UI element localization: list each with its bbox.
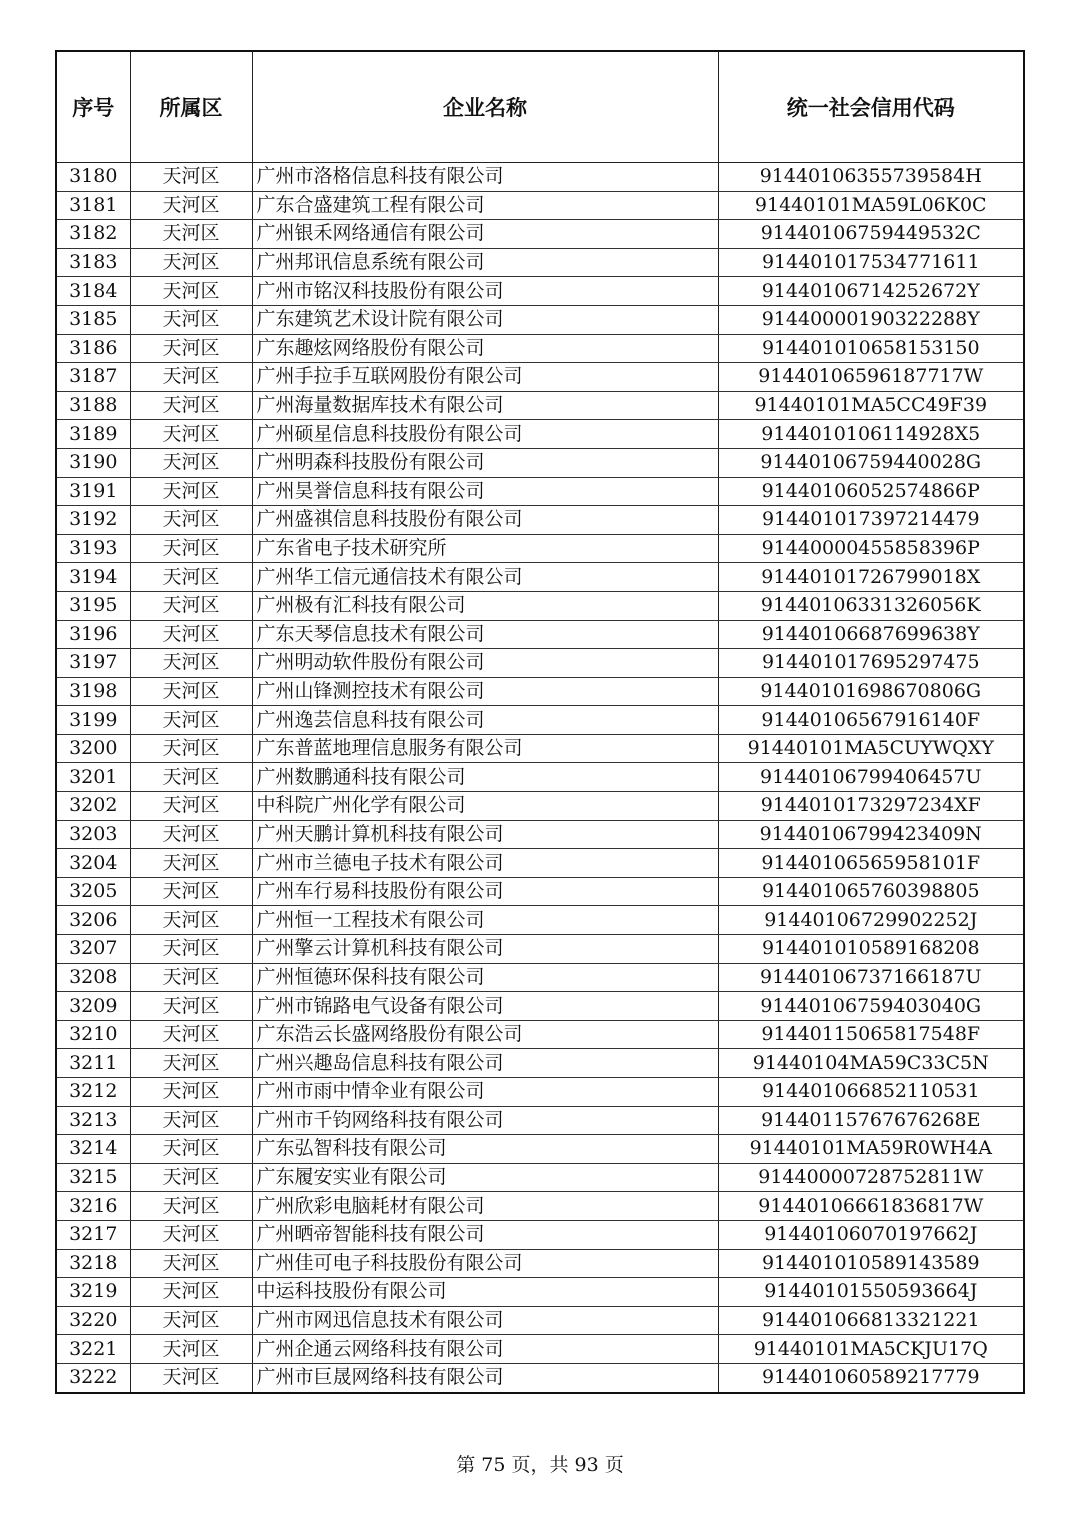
table-row	[56, 1020, 1024, 1049]
row-seq-cell: 3202	[56, 792, 130, 821]
row-company-cell: 广州佳可电子科技股份有限公司	[252, 1249, 718, 1278]
row-seq-cell: 3192	[56, 506, 130, 535]
header-district: 所属区	[130, 51, 252, 163]
table-row	[56, 248, 1024, 277]
row-district-cell: 天河区	[130, 363, 252, 392]
row-district-cell: 天河区	[130, 220, 252, 249]
row-company-cell: 广州山锋测控技术有限公司	[252, 677, 718, 706]
row-company-cell: 广东履安实业有限公司	[252, 1163, 718, 1192]
row-seq-cell: 3181	[56, 191, 130, 220]
row-company-cell: 广州天鹏计算机科技有限公司	[252, 820, 718, 849]
row-company-cell: 广州明动软件股份有限公司	[252, 649, 718, 678]
row-credit-code-cell: 91440101726799018X	[718, 563, 1024, 592]
row-seq-cell: 3190	[56, 448, 130, 477]
row-company-cell: 广东合盛建筑工程有限公司	[252, 191, 718, 220]
table-row	[56, 706, 1024, 735]
table-row	[56, 1192, 1024, 1221]
row-district-cell: 天河区	[130, 506, 252, 535]
table-row	[56, 477, 1024, 506]
header-credit-code: 统一社会信用代码	[718, 51, 1024, 163]
row-seq-cell: 3199	[56, 706, 130, 735]
row-credit-code-cell: 9144010106114928X5	[718, 420, 1024, 449]
row-credit-code-cell: 91440106567916140F	[718, 706, 1024, 735]
row-district-cell: 天河区	[130, 420, 252, 449]
table-row	[56, 1135, 1024, 1164]
row-credit-code-cell: 91440106661836817W	[718, 1192, 1024, 1221]
table-row	[56, 1163, 1024, 1192]
table-row	[56, 734, 1024, 763]
table-row	[56, 334, 1024, 363]
table-row	[56, 1363, 1024, 1392]
row-company-cell: 广州恒一工程技术有限公司	[252, 906, 718, 935]
row-credit-code-cell: 91440106759403040G	[718, 992, 1024, 1021]
row-credit-code-cell: 914401066813321221	[718, 1306, 1024, 1335]
table-body	[56, 163, 1024, 1393]
row-district-cell: 天河区	[130, 820, 252, 849]
row-company-cell: 广东天琴信息技术有限公司	[252, 620, 718, 649]
row-credit-code-cell: 91440115065817548F	[718, 1020, 1024, 1049]
company-table	[55, 50, 1025, 1394]
row-district-cell: 天河区	[130, 163, 252, 192]
row-credit-code-cell: 91440106737166187U	[718, 963, 1024, 992]
row-seq-cell: 3214	[56, 1135, 130, 1164]
row-credit-code-cell: 91440106759440028G	[718, 448, 1024, 477]
row-company-cell: 广州海量数据库技术有限公司	[252, 391, 718, 420]
row-district-cell: 天河区	[130, 248, 252, 277]
row-seq-cell: 3220	[56, 1306, 130, 1335]
row-credit-code-cell: 91440106355739584H	[718, 163, 1024, 192]
row-company-cell: 广州市千钧网络科技有限公司	[252, 1106, 718, 1135]
row-company-cell: 广州车行易科技股份有限公司	[252, 877, 718, 906]
row-seq-cell: 3200	[56, 734, 130, 763]
row-seq-cell: 3219	[56, 1278, 130, 1307]
row-company-cell: 广州银禾网络通信有限公司	[252, 220, 718, 249]
row-company-cell: 广州市巨晟网络科技有限公司	[252, 1363, 718, 1392]
row-seq-cell: 3194	[56, 563, 130, 592]
row-district-cell: 天河区	[130, 391, 252, 420]
header-seq: 序号	[56, 51, 130, 163]
table-row	[56, 220, 1024, 249]
row-district-cell: 天河区	[130, 620, 252, 649]
row-district-cell: 天河区	[130, 1335, 252, 1364]
table-row	[56, 1335, 1024, 1364]
row-company-cell: 广东浩云长盛网络股份有限公司	[252, 1020, 718, 1049]
row-seq-cell: 3180	[56, 163, 130, 192]
row-company-cell: 广州企通云网络科技有限公司	[252, 1335, 718, 1364]
row-seq-cell: 3205	[56, 877, 130, 906]
row-district-cell: 天河区	[130, 1163, 252, 1192]
row-district-cell: 天河区	[130, 191, 252, 220]
table-row	[56, 191, 1024, 220]
row-district-cell: 天河区	[130, 1078, 252, 1107]
row-seq-cell: 3191	[56, 477, 130, 506]
row-company-cell: 广州手拉手互联网股份有限公司	[252, 363, 718, 392]
table-row	[56, 534, 1024, 563]
table-row	[56, 992, 1024, 1021]
row-district-cell: 天河区	[130, 849, 252, 878]
row-company-cell: 广州欣彩电脑耗材有限公司	[252, 1192, 718, 1221]
table-row	[56, 677, 1024, 706]
row-district-cell: 天河区	[130, 1106, 252, 1135]
row-seq-cell: 3213	[56, 1106, 130, 1135]
row-district-cell: 天河区	[130, 1135, 252, 1164]
row-company-cell: 广州擎云计算机科技有限公司	[252, 935, 718, 964]
row-credit-code-cell: 91440106714252672Y	[718, 277, 1024, 306]
row-company-cell: 广州极有汇科技有限公司	[252, 591, 718, 620]
row-company-cell: 广州市洛格信息科技有限公司	[252, 163, 718, 192]
row-company-cell: 广州市雨中情伞业有限公司	[252, 1078, 718, 1107]
row-company-cell: 广州市网迅信息技术有限公司	[252, 1306, 718, 1335]
table-row	[56, 906, 1024, 935]
row-district-cell: 天河区	[130, 649, 252, 678]
row-company-cell: 广州华工信元通信技术有限公司	[252, 563, 718, 592]
row-seq-cell: 3216	[56, 1192, 130, 1221]
row-credit-code-cell: 91440000728752811W	[718, 1163, 1024, 1192]
row-seq-cell: 3201	[56, 763, 130, 792]
row-credit-code-cell: 914401017397214479	[718, 506, 1024, 535]
row-seq-cell: 3186	[56, 334, 130, 363]
row-district-cell: 天河区	[130, 477, 252, 506]
row-company-cell: 广州盛祺信息科技股份有限公司	[252, 506, 718, 535]
row-company-cell: 广州市兰德电子技术有限公司	[252, 849, 718, 878]
row-district-cell: 天河区	[130, 792, 252, 821]
row-credit-code-cell: 914401010589168208	[718, 935, 1024, 964]
row-seq-cell: 3217	[56, 1220, 130, 1249]
row-district-cell: 天河区	[130, 992, 252, 1021]
row-district-cell: 天河区	[130, 591, 252, 620]
row-seq-cell: 3207	[56, 935, 130, 964]
row-seq-cell: 3203	[56, 820, 130, 849]
table-row	[56, 935, 1024, 964]
row-district-cell: 天河区	[130, 734, 252, 763]
table-header-row	[56, 51, 1024, 163]
row-district-cell: 天河区	[130, 448, 252, 477]
row-seq-cell: 3209	[56, 992, 130, 1021]
table-row	[56, 877, 1024, 906]
row-credit-code-cell: 91440106331326056K	[718, 591, 1024, 620]
row-credit-code-cell: 91440106565958101F	[718, 849, 1024, 878]
row-company-cell: 广东省电子技术研究所	[252, 534, 718, 563]
row-credit-code-cell: 914401010589143589	[718, 1249, 1024, 1278]
table-row	[56, 649, 1024, 678]
row-credit-code-cell: 9144010173297234XF	[718, 792, 1024, 821]
row-company-cell: 广州昊誉信息科技有限公司	[252, 477, 718, 506]
row-district-cell: 天河区	[130, 1049, 252, 1078]
row-credit-code-cell: 91440106052574866P	[718, 477, 1024, 506]
row-seq-cell: 3183	[56, 248, 130, 277]
row-district-cell: 天河区	[130, 563, 252, 592]
page-footer: 第 75 页，共 93 页	[456, 1454, 624, 1476]
table-row	[56, 591, 1024, 620]
row-credit-code-cell: 914401065760398805	[718, 877, 1024, 906]
row-credit-code-cell: 91440000455858396P	[718, 534, 1024, 563]
row-company-cell: 广东趣炫网络股份有限公司	[252, 334, 718, 363]
row-seq-cell: 3212	[56, 1078, 130, 1107]
table-row	[56, 391, 1024, 420]
row-district-cell: 天河区	[130, 963, 252, 992]
row-district-cell: 天河区	[130, 1220, 252, 1249]
row-company-cell: 广东普蓝地理信息服务有限公司	[252, 734, 718, 763]
row-district-cell: 天河区	[130, 1249, 252, 1278]
row-company-cell: 广州数鹏通科技有限公司	[252, 763, 718, 792]
header-company: 企业名称	[252, 51, 718, 163]
row-seq-cell: 3222	[56, 1363, 130, 1392]
row-credit-code-cell: 914401010658153150	[718, 334, 1024, 363]
row-seq-cell: 3206	[56, 906, 130, 935]
row-credit-code-cell: 91440106687699638Y	[718, 620, 1024, 649]
row-credit-code-cell: 91440101550593664J	[718, 1278, 1024, 1307]
row-seq-cell: 3187	[56, 363, 130, 392]
row-district-cell: 天河区	[130, 763, 252, 792]
row-district-cell: 天河区	[130, 935, 252, 964]
table-row	[56, 763, 1024, 792]
table-row	[56, 1306, 1024, 1335]
row-credit-code-cell: 91440101698670806G	[718, 677, 1024, 706]
table-row	[56, 1049, 1024, 1078]
row-company-cell: 广东建筑艺术设计院有限公司	[252, 305, 718, 334]
table-row	[56, 1278, 1024, 1307]
row-company-cell: 广州逸芸信息科技有限公司	[252, 706, 718, 735]
table-row	[56, 963, 1024, 992]
row-district-cell: 天河区	[130, 534, 252, 563]
row-credit-code-cell: 91440106759449532C	[718, 220, 1024, 249]
row-credit-code-cell: 91440101MA59R0WH4A	[718, 1135, 1024, 1164]
table-row	[56, 1106, 1024, 1135]
row-company-cell: 广州恒德环保科技有限公司	[252, 963, 718, 992]
table-row	[56, 305, 1024, 334]
table-row	[56, 792, 1024, 821]
table-row	[56, 620, 1024, 649]
row-district-cell: 天河区	[130, 677, 252, 706]
table-row	[56, 363, 1024, 392]
row-district-cell: 天河区	[130, 1192, 252, 1221]
row-company-cell: 广州明森科技股份有限公司	[252, 448, 718, 477]
row-company-cell: 广州邦讯信息系统有限公司	[252, 248, 718, 277]
row-seq-cell: 3188	[56, 391, 130, 420]
row-company-cell: 中运科技股份有限公司	[252, 1278, 718, 1307]
row-seq-cell: 3210	[56, 1020, 130, 1049]
row-district-cell: 天河区	[130, 706, 252, 735]
row-district-cell: 天河区	[130, 877, 252, 906]
table-row	[56, 849, 1024, 878]
row-seq-cell: 3204	[56, 849, 130, 878]
row-credit-code-cell: 91440101MA5CUYWQXY	[718, 734, 1024, 763]
row-credit-code-cell: 914401017534771611	[718, 248, 1024, 277]
row-credit-code-cell: 914401060589217779	[718, 1363, 1024, 1392]
row-company-cell: 广州市锦路电气设备有限公司	[252, 992, 718, 1021]
row-seq-cell: 3215	[56, 1163, 130, 1192]
row-credit-code-cell: 91440101MA59L06K0C	[718, 191, 1024, 220]
row-district-cell: 天河区	[130, 1020, 252, 1049]
row-credit-code-cell: 91440106596187717W	[718, 363, 1024, 392]
row-credit-code-cell: 91440104MA59C33C5N	[718, 1049, 1024, 1078]
row-company-cell: 广州晒帝智能科技有限公司	[252, 1220, 718, 1249]
row-company-cell: 广州兴趣岛信息科技有限公司	[252, 1049, 718, 1078]
row-district-cell: 天河区	[130, 277, 252, 306]
row-seq-cell: 3218	[56, 1249, 130, 1278]
row-district-cell: 天河区	[130, 305, 252, 334]
row-seq-cell: 3189	[56, 420, 130, 449]
row-district-cell: 天河区	[130, 1278, 252, 1307]
table-row	[56, 448, 1024, 477]
table-row	[56, 506, 1024, 535]
row-district-cell: 天河区	[130, 334, 252, 363]
row-credit-code-cell: 91440106799423409N	[718, 820, 1024, 849]
row-seq-cell: 3182	[56, 220, 130, 249]
row-credit-code-cell: 914401066852110531	[718, 1078, 1024, 1107]
row-credit-code-cell: 91440000190322288Y	[718, 305, 1024, 334]
table-row	[56, 1249, 1024, 1278]
table-row	[56, 420, 1024, 449]
table-row	[56, 277, 1024, 306]
table-row	[56, 820, 1024, 849]
row-seq-cell: 3184	[56, 277, 130, 306]
table-row	[56, 1078, 1024, 1107]
row-district-cell: 天河区	[130, 1363, 252, 1392]
row-company-cell: 广东弘智科技有限公司	[252, 1135, 718, 1164]
row-seq-cell: 3208	[56, 963, 130, 992]
row-credit-code-cell: 91440106799406457U	[718, 763, 1024, 792]
row-seq-cell: 3185	[56, 305, 130, 334]
row-company-cell: 中科院广州化学有限公司	[252, 792, 718, 821]
row-company-cell: 广州硕星信息科技股份有限公司	[252, 420, 718, 449]
row-credit-code-cell: 91440106729902252J	[718, 906, 1024, 935]
row-credit-code-cell: 914401017695297475	[718, 649, 1024, 678]
row-seq-cell: 3221	[56, 1335, 130, 1364]
row-seq-cell: 3198	[56, 677, 130, 706]
table-row	[56, 163, 1024, 192]
row-district-cell: 天河区	[130, 1306, 252, 1335]
row-district-cell: 天河区	[130, 906, 252, 935]
row-credit-code-cell: 91440115767676268E	[718, 1106, 1024, 1135]
row-seq-cell: 3197	[56, 649, 130, 678]
row-seq-cell: 3193	[56, 534, 130, 563]
row-seq-cell: 3211	[56, 1049, 130, 1078]
table-row	[56, 563, 1024, 592]
row-company-cell: 广州市铭汉科技股份有限公司	[252, 277, 718, 306]
row-credit-code-cell: 91440101MA5CKJU17Q	[718, 1335, 1024, 1364]
table-row	[56, 1220, 1024, 1249]
row-credit-code-cell: 91440106070197662J	[718, 1220, 1024, 1249]
row-credit-code-cell: 91440101MA5CC49F39	[718, 391, 1024, 420]
row-seq-cell: 3196	[56, 620, 130, 649]
row-seq-cell: 3195	[56, 591, 130, 620]
